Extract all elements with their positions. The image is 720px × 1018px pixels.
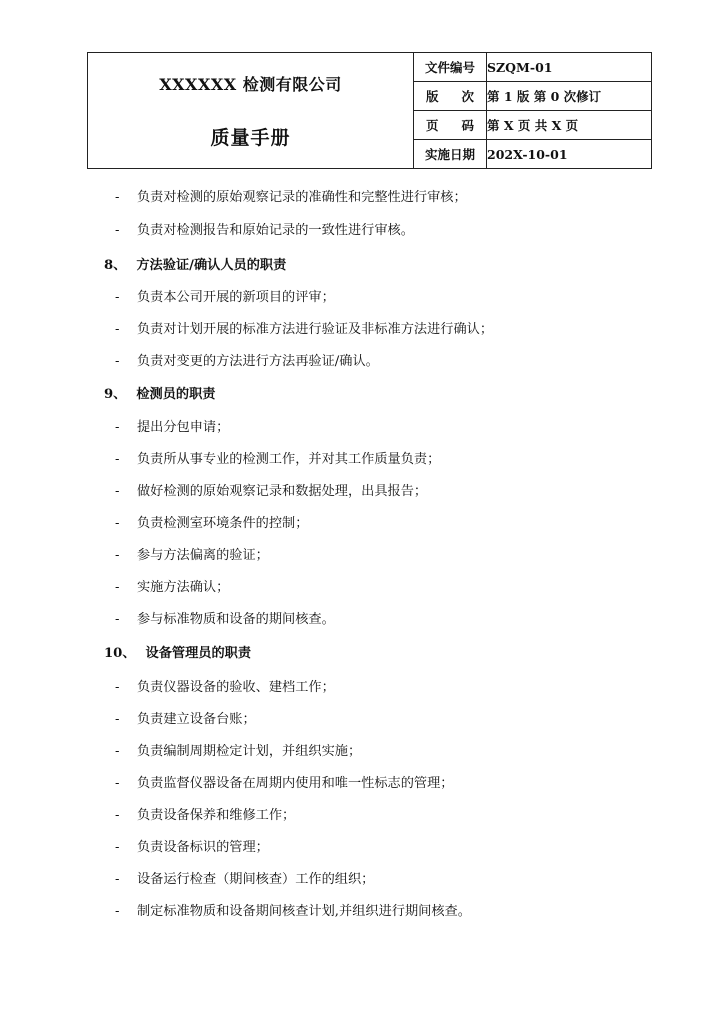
page-label: 页 码 bbox=[414, 111, 487, 140]
list-item: - 负责对检测报告和原始记录的一致性进行审核。 bbox=[115, 223, 414, 238]
list-item: - 负责编制周期检定计划，并组织实施； bbox=[115, 744, 362, 759]
list-item: - 负责对变更的方法进行方法再验证/确认。 bbox=[115, 354, 379, 369]
edition-label: 版 次 bbox=[414, 82, 487, 111]
list-item: - 负责设备标识的管理； bbox=[115, 840, 269, 855]
list-item: - 负责所从事专业的检测工作，并对其工作质量负责； bbox=[115, 452, 441, 467]
list-item: - 负责对检测的原始观察记录的准确性和完整性进行审核； bbox=[115, 190, 467, 205]
effective-date-label: 实施日期 bbox=[414, 140, 487, 169]
page-value: 第 X 页 共 X 页 bbox=[487, 111, 652, 140]
list-item: - 负责监督仪器设备在周期内使用和唯一性标志的管理； bbox=[115, 776, 454, 791]
company-name: XXXXXX 检测有限公司 bbox=[159, 74, 342, 94]
list-item: - 负责仪器设备的验收、建档工作； bbox=[115, 680, 335, 695]
doc-number-value: SZQM-01 bbox=[487, 53, 652, 82]
list-item: - 制定标准物质和设备期间核查计划,并组织进行期间核查。 bbox=[115, 904, 471, 919]
section-heading-8: 8、 方法验证/确认人员的职责 bbox=[104, 258, 287, 273]
list-item: - 负责本公司开展的新项目的评审； bbox=[115, 290, 335, 305]
list-item: - 提出分包申请； bbox=[115, 420, 230, 435]
manual-title: 质量手册 bbox=[210, 126, 291, 149]
list-item: - 做好检测的原始观察记录和数据处理，出具报告； bbox=[115, 484, 428, 499]
list-item: - 负责设备保养和维修工作； bbox=[115, 808, 296, 823]
doc-number-label: 文件编号 bbox=[414, 53, 487, 82]
list-item: - 参与标准物质和设备的期间核查。 bbox=[115, 612, 335, 627]
edition-value: 第 1 版 第 0 次修订 bbox=[487, 82, 652, 111]
list-item: - 实施方法确认； bbox=[115, 580, 230, 595]
list-item: - 设备运行检查（期间核查）工作的组织； bbox=[115, 872, 375, 887]
document-header-table bbox=[87, 52, 652, 169]
section-heading-10: 10、 设备管理员的职责 bbox=[104, 646, 252, 661]
list-item: - 负责检测室环境条件的控制； bbox=[115, 516, 309, 531]
section-heading-9: 9、 检测员的职责 bbox=[104, 387, 216, 402]
list-item: - 参与方法偏离的验证； bbox=[115, 548, 269, 563]
list-item: - 负责建立设备台账； bbox=[115, 712, 256, 727]
effective-date-value: 202X-10-01 bbox=[487, 140, 652, 169]
list-item: - 负责对计划开展的标准方法进行验证及非标准方法进行确认； bbox=[115, 322, 494, 337]
header-title-cell bbox=[88, 53, 414, 169]
